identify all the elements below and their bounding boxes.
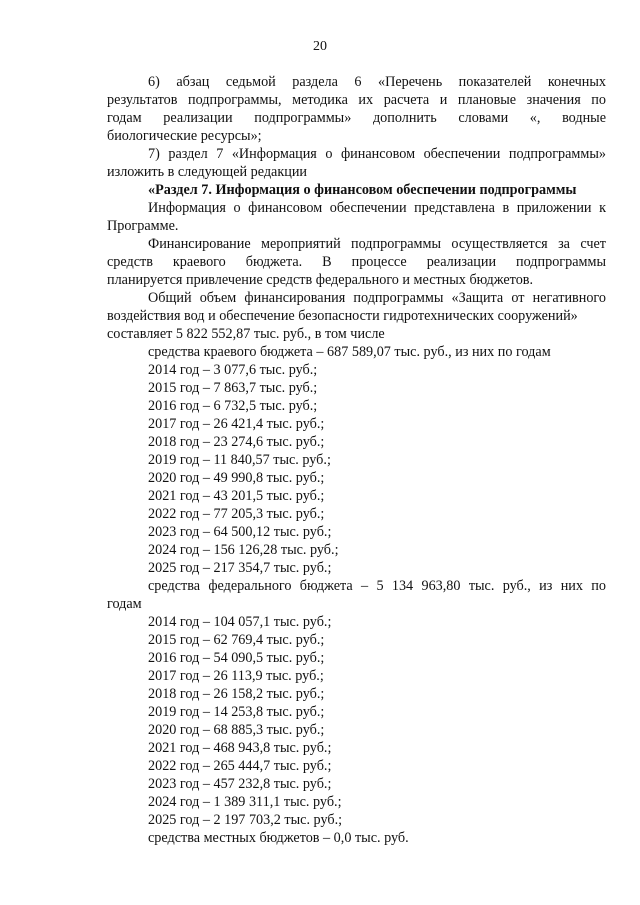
text-line: биологические ресурсы»; [107, 128, 262, 144]
list-item: 2014 год – 3 077,6 тыс. руб.; [148, 362, 318, 378]
list-item: 2016 год – 54 090,5 тыс. руб.; [148, 650, 325, 666]
text-line: средств краевого бюджета. В процессе реализации подпрограммы [107, 254, 606, 270]
text-line: годам реализации подпрограммы» дополнить словами «, водные [107, 110, 606, 126]
list-item: 2022 год – 77 205,3 тыс. руб.; [148, 506, 325, 522]
text-line: Финансирование мероприятий подпрограммы осуществляется за счет [148, 236, 606, 252]
text-line: планируется привлечение средств федерального и местных бюджетов. [107, 272, 534, 288]
list-item: 2017 год – 26 421,4 тыс. руб.; [148, 416, 325, 432]
text-line: средства краевого бюджета – 687 589,07 тыс. руб., из них по годам [148, 344, 551, 360]
text-line: Общий объем финансирования подпрограммы «Защита от негативного [148, 290, 606, 306]
list-item: 2020 год – 49 990,8 тыс. руб.; [148, 470, 325, 486]
list-item: 2018 год – 26 158,2 тыс. руб.; [148, 686, 325, 702]
list-item: 2021 год – 43 201,5 тыс. руб.; [148, 488, 325, 504]
list-item: 2023 год – 64 500,12 тыс. руб.; [148, 524, 332, 540]
list-item: 2019 год – 11 840,57 тыс. руб.; [148, 452, 331, 468]
list-item: 2024 год – 156 126,28 тыс. руб.; [148, 542, 339, 558]
list-item: 2021 год – 468 943,8 тыс. руб.; [148, 740, 332, 756]
page-number: 20 [313, 39, 327, 54]
text-line: годам [107, 596, 142, 612]
text-line: составляет 5 822 552,87 тыс. руб., в том числе [107, 326, 385, 342]
text-line: 7) раздел 7 «Информация о финансовом обеспечении подпрограммы» [148, 146, 606, 162]
list-item: 2015 год – 62 769,4 тыс. руб.; [148, 632, 325, 648]
list-item: 2025 год – 2 197 703,2 тыс. руб.; [148, 812, 343, 828]
list-item: 2024 год – 1 389 311,1 тыс. руб.; [148, 794, 342, 810]
text-line: Информация о финансовом обеспечении представлена в приложении к [148, 200, 606, 216]
list-item: 2020 год – 68 885,3 тыс. руб.; [148, 722, 325, 738]
list-item: 2019 год – 14 253,8 тыс. руб.; [148, 704, 325, 720]
list-item: 2014 год – 104 057,1 тыс. руб.; [148, 614, 332, 630]
section-heading: «Раздел 7. Информация о финансовом обеспечении подпрограммы [148, 182, 577, 198]
list-item: 2022 год – 265 444,7 тыс. руб.; [148, 758, 332, 774]
list-item: 2016 год – 6 732,5 тыс. руб.; [148, 398, 318, 414]
list-item: 2017 год – 26 113,9 тыс. руб.; [148, 668, 324, 684]
text-line: 6) абзац седьмой раздела 6 «Перечень показателей конечных [148, 74, 606, 90]
text-line: воздействия вод и обеспечение безопасности гидротехнических сооружений» [107, 308, 578, 324]
text-line: средства местных бюджетов – 0,0 тыс. руб. [148, 830, 409, 846]
list-item: 2018 год – 23 274,6 тыс. руб.; [148, 434, 325, 450]
text-line: результатов подпрограммы, методика их расчета и плановые значения по [107, 92, 606, 108]
list-item: 2025 год – 217 354,7 тыс. руб.; [148, 560, 332, 576]
text-line: средства федерального бюджета – 5 134 963,80 тыс. руб., из них по [148, 578, 606, 594]
text-line: изложить в следующей редакции [107, 164, 308, 180]
list-item: 2015 год – 7 863,7 тыс. руб.; [148, 380, 318, 396]
list-item: 2023 год – 457 232,8 тыс. руб.; [148, 776, 332, 792]
text-line: Программе. [107, 218, 179, 234]
